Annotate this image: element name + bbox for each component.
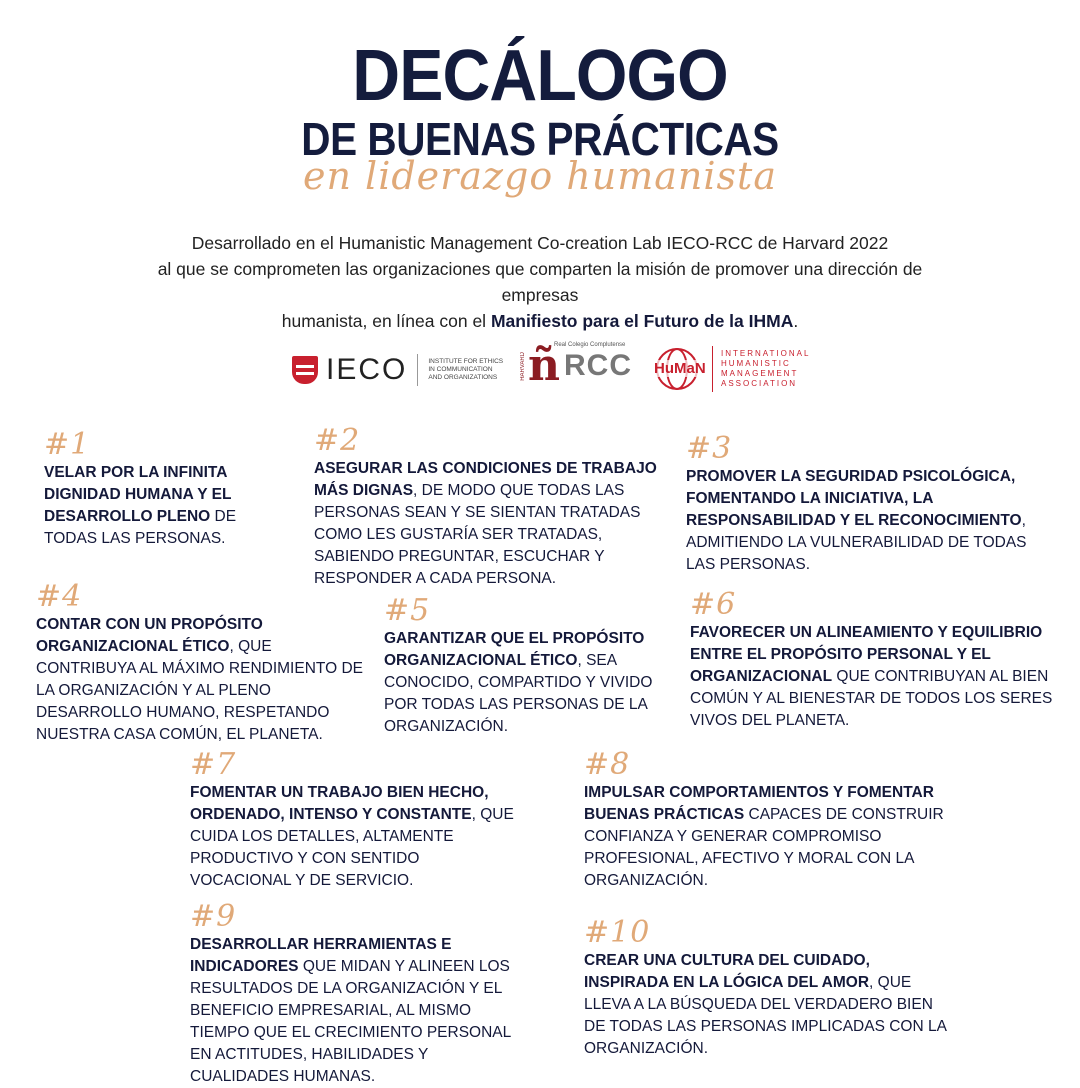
item-rest: , QUE CONTRIBUYA AL MÁXIMO RENDIMIENTO DE LA ORGANIZACIÓN Y AL PLENO DESARROLLO HUMANO, RESPETANDO NUESTRA CASA COMÚN, EL PLANETA. — [36, 638, 363, 743]
item-number: #3 — [686, 431, 733, 466]
item-number: #9 — [190, 899, 237, 934]
intro-text — [140, 230, 940, 334]
list-item-6 — [690, 588, 1060, 732]
item-text — [190, 782, 520, 892]
list-item-7 — [190, 748, 520, 892]
item-bold: ASEGURAR LAS CONDICIONES DE TRABAJO MÁS DIGNAS — [314, 460, 657, 499]
item-number: #10 — [584, 915, 651, 950]
ihma-name: HuMaN — [654, 360, 706, 377]
item-number: #1 — [44, 427, 91, 462]
ihma-subtitle: INTERNATIONAL HUMANISTIC MANAGEMENT ASSOCIATION — [721, 349, 811, 388]
item-rest: QUE MIDAN Y ALINEEN LOS RESULTADOS DE LA ORGANIZACIÓN Y EL BENEFICIO EMPRESARIAL, AL MISMO TIEMPO QUE EL CRECIMIENTO PERSONAL EN ACTITUDES, HABILIDADES Y CUALIDADES HUMANAS. — [190, 958, 511, 1085]
item-bold: GARANTIZAR QUE EL PROPÓSITO ORGANIZACIONAL ÉTICO — [384, 630, 645, 669]
list-item-4 — [36, 580, 366, 746]
ieco-shield-icon — [292, 356, 318, 384]
intro-line-3 — [140, 308, 940, 334]
item-rest: , SEA CONOCIDO, COMPARTIDO Y VIVIDO POR TODAS LAS PERSONAS DE LA ORGANIZACIÓN. — [384, 652, 653, 735]
item-bold: FOMENTAR UN TRABAJO BIEN HECHO, ORDENADO, INTENSO Y CONSTANTE — [190, 784, 489, 823]
item-bold: VELAR POR LA INFINITA DIGNIDAD HUMANA Y EL DESARROLLO PLENO — [44, 464, 232, 525]
page-subtitle: DE BUENAS PRÁCTICAS — [301, 113, 779, 165]
ihma-logo — [656, 346, 810, 392]
item-number: #4 — [36, 579, 83, 614]
item-text — [36, 614, 366, 746]
item-bold: CONTAR CON UN PROPÓSITO ORGANIZACIONAL ÉTICO — [36, 616, 263, 655]
list-item-3 — [686, 432, 1056, 576]
item-number: #8 — [584, 747, 631, 782]
list-item-2 — [314, 424, 664, 590]
item-rest: , QUE LLEVA A LA BÚSQUEDA DEL VERDADERO BIEN DE TODAS LAS PERSONAS IMPLICADAS CON LA ORGANIZACIÓN. — [584, 974, 947, 1057]
list-item-8 — [584, 748, 944, 892]
rcc-mark-icon: ñ — [528, 340, 560, 391]
rcc-logo — [520, 340, 632, 391]
item-number: #2 — [314, 423, 361, 458]
item-bold: IMPULSAR COMPORTAMIENTOS Y FOMENTAR BUENAS PRÁCTICAS — [584, 784, 934, 823]
intro-line-3-text: humanista, en línea con el — [281, 311, 491, 331]
intro-line-2: al que se comprometen las organizaciones que comparten la misión de promover una dirección de empresas — [157, 259, 923, 305]
item-rest: DE TODAS LAS PERSONAS. — [44, 508, 237, 547]
item-bold: FAVORECER UN ALINEAMIENTO Y EQUILIBRIO ENTRE EL PROPÓSITO PERSONAL Y EL ORGANIZACIONAL — [690, 624, 1043, 685]
item-text — [584, 950, 954, 1060]
intro-line-1: Desarrollado en el Humanistic Management Co-creation Lab IECO-RCC de Harvard 2022 — [191, 233, 889, 253]
rcc-name: RCC — [564, 349, 632, 382]
item-text — [190, 934, 530, 1088]
item-number: #5 — [384, 593, 431, 628]
item-number: #7 — [190, 747, 237, 782]
item-rest: , ADMITIENDO LA VULNERABILIDAD DE TODAS LAS PERSONAS. — [686, 512, 1027, 573]
manifesto-link: Manifiesto para el Futuro de la IHMA — [490, 311, 794, 331]
item-rest: , DE MODO QUE TODAS LAS PERSONAS SEAN Y SE SIENTAN TRATADAS COMO LES GUSTARÍA SER TRATADAS, SABIENDO PREGUNTAR, ESCUCHAR Y RESPONDER A CADA PERSONA. — [314, 482, 641, 587]
ihma-divider — [712, 346, 713, 392]
list-item-1 — [44, 428, 264, 550]
item-rest: , QUE CUIDA LOS DETALLES, ALTAMENTE PRODUCTIVO Y CON SENTIDO VOCACIONAL Y DE SERVICIO. — [190, 806, 514, 889]
rcc-side-text: HARVARD — [520, 351, 526, 381]
ieco-logo — [292, 354, 508, 386]
item-text — [44, 462, 264, 550]
item-number: #6 — [690, 587, 737, 622]
item-bold: CREAR UNA CULTURA DEL CUIDADO, INSPIRADA EN LA LÓGICA DEL AMOR — [584, 952, 870, 991]
item-rest: CAPACES DE CONSTRUIR CONFIANZA Y GENERAR COMPROMISO PROFESIONAL, AFECTIVO Y MORAL CON LA ORGANIZACIÓN. — [584, 806, 944, 889]
globe-icon — [654, 348, 706, 390]
ieco-subtitle: INSTITUTE FOR ETHICS IN COMMUNICATION AND ORGANIZATIONS — [428, 358, 504, 381]
item-text — [686, 466, 1056, 576]
list-item-5 — [384, 594, 674, 738]
item-rest: QUE CONTRIBUYAN AL BIEN COMÚN Y AL BIENESTAR DE TODOS LOS SERES VIVOS DEL PLANETA. — [690, 668, 1053, 729]
intro-line-3-end: . — [793, 311, 799, 331]
item-text — [584, 782, 944, 892]
partner-logos — [0, 340, 1080, 400]
list-item-9 — [190, 900, 530, 1088]
item-bold: DESARROLLAR HERRAMIENTAS E INDICADORES — [190, 936, 452, 975]
item-text — [690, 622, 1060, 732]
item-text — [314, 458, 664, 590]
list-item-10 — [584, 916, 954, 1060]
script-tagline: en liderazgo humanista — [303, 154, 777, 198]
ieco-name: IECO — [326, 353, 408, 386]
page-title: DECÁLOGO — [352, 36, 728, 116]
ieco-divider — [417, 354, 418, 386]
item-bold: PROMOVER LA SEGURIDAD PSICOLÓGICA, FOMENTANDO LA INICIATIVA, LA RESPONSABILIDAD Y EL RECONOCIMIENTO — [686, 468, 1022, 529]
rcc-top-text: Real Colegio Complutense — [554, 342, 626, 348]
item-text — [384, 628, 674, 738]
